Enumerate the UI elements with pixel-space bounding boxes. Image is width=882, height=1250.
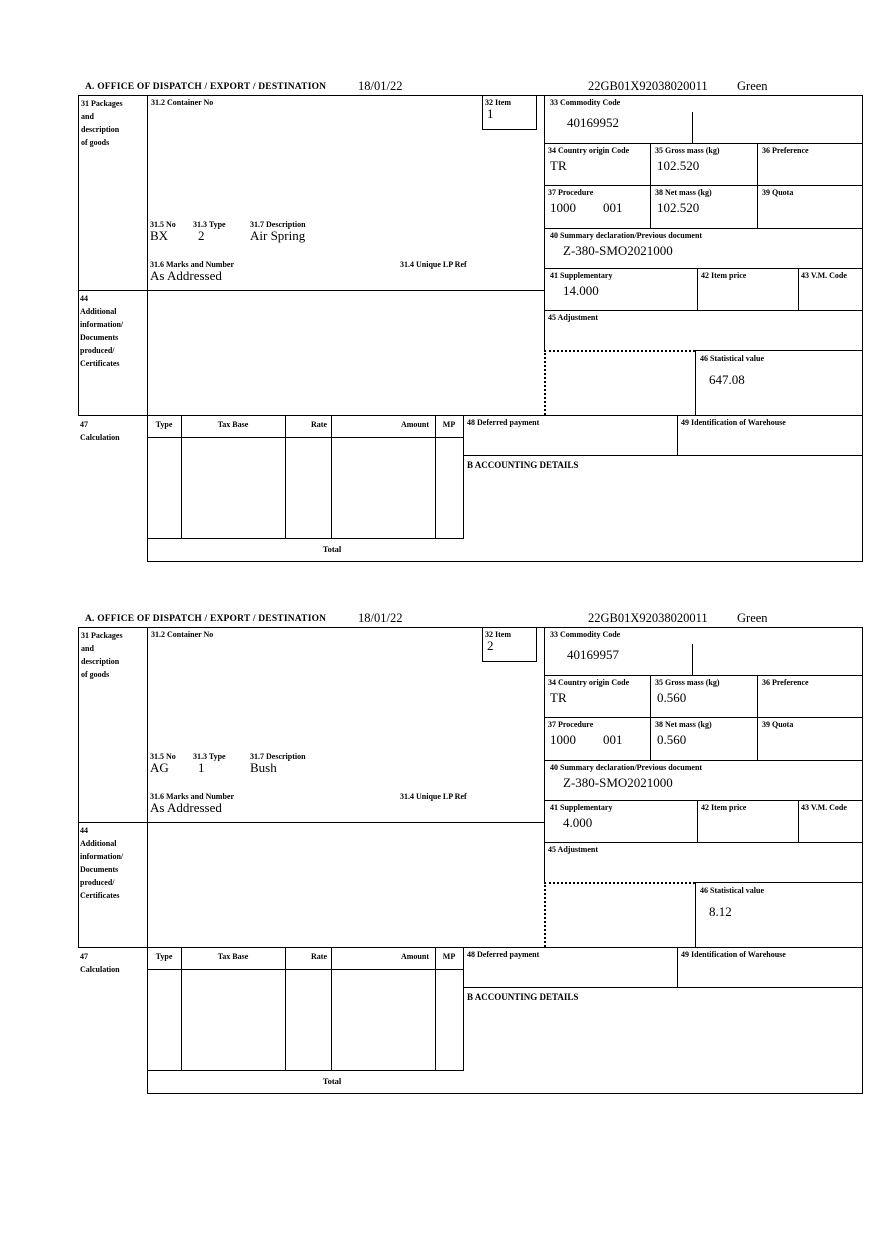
calc-table-bottom-line (147, 538, 464, 539)
summary-declaration-value: Z-380-SMO2021000 (563, 775, 673, 790)
box46-label: 46 Statistical value (700, 886, 764, 895)
calc-col-rate-header: Rate (311, 420, 327, 429)
box46-left-line (695, 350, 696, 415)
box45-dotted-bottom-line (544, 350, 695, 352)
section-bottom-line (147, 1093, 863, 1094)
box40-bottom-line (544, 268, 862, 269)
package-code-value: BX (150, 228, 169, 243)
net-mass-value: 0.560 (657, 732, 687, 747)
box31-box44-divider-line (78, 290, 544, 291)
box45-label: 45 Adjustment (548, 313, 599, 322)
package-type-value: 1 (198, 760, 205, 775)
box49-label: 49 Identification of Warehouse (681, 950, 786, 959)
box44-label: 44 Additional information/ Documents produced/ Certificates (80, 294, 124, 368)
box37-label: 37 Procedure (548, 720, 594, 729)
box34-row-bottom-line (544, 185, 862, 186)
gross-mass-value: 0.560 (657, 690, 687, 705)
calc-col-taxbase-header: Tax Base (217, 420, 249, 429)
center-divider-dotted-line (544, 350, 546, 415)
box42-label: 42 Item price (701, 271, 747, 280)
middle-border-line (78, 415, 863, 416)
statistical-value: 8.12 (709, 904, 732, 919)
box31-7-label: 31.7 Description (250, 220, 306, 229)
country-origin-value: TR (550, 690, 567, 705)
left-border-line (78, 95, 79, 415)
commodity-code-divider-line (692, 644, 693, 675)
box31-3-label: 31.3 Type (193, 220, 226, 229)
calc-col-amount-header: Amount (400, 952, 429, 961)
goods-description-value: Air Spring (250, 228, 306, 243)
box42-43-divider-line (798, 800, 799, 842)
box31-5-label: 31.5 No (150, 220, 176, 229)
calc-col3-line (331, 947, 332, 1070)
box47-label: 47 Calculation (80, 952, 120, 974)
box34-label: 34 Country origin Code (548, 146, 630, 155)
commodity-code-value: 40169952 (567, 115, 619, 130)
box40-label: 40 Summary declaration/Previous document (550, 231, 703, 240)
declaration-item-section (78, 610, 864, 1096)
box31-label: 31 Packages and description of goods (81, 99, 123, 147)
top-border-line (78, 95, 863, 96)
total-label: Total (322, 544, 342, 554)
box44-label: 44 Additional information/ Documents produced/ Certificates (80, 826, 124, 900)
declaration-reference: 22GB01X92038020011 (588, 611, 708, 625)
box34-row-bottom-line (544, 717, 862, 718)
box31-3-label: 31.3 Type (193, 752, 226, 761)
box48-bottom-line (463, 987, 862, 988)
calc-col-type-header: Type (155, 952, 173, 961)
declaration-date: 18/01/22 (358, 79, 403, 93)
box40-label: 40 Summary declaration/Previous document (550, 763, 703, 772)
box48-49-divider-line (677, 415, 678, 455)
calc-col4-line (435, 947, 436, 1070)
box45-dotted-bottom-line (544, 882, 695, 884)
calc-right-line (463, 947, 464, 1070)
box37-row-bottom-line (544, 760, 862, 761)
package-code-value: AG (150, 760, 169, 775)
box33-bottom-line (544, 143, 862, 144)
office-of-dispatch-label: A. OFFICE OF DISPATCH / EXPORT / DESTINATION (85, 614, 327, 624)
box48-label: 48 Deferred payment (467, 950, 540, 959)
center-divider-dotted-line (544, 882, 546, 947)
box49-label: 49 Identification of Warehouse (681, 418, 786, 427)
procedure-value-a: 1000 (550, 732, 576, 747)
calc-col-taxbase-header: Tax Base (217, 952, 249, 961)
box31-label: 31 Packages and description of goods (81, 631, 123, 679)
box46-left-line (695, 882, 696, 947)
box31-4-label: 31.4 Unique LP Ref (400, 792, 467, 801)
status-indicator: Green (737, 79, 768, 93)
status-indicator: Green (737, 611, 768, 625)
supplementary-value: 14.000 (563, 283, 599, 298)
box39-label: 39 Quota (762, 188, 794, 197)
box43-label: 43 V.M. Code (801, 271, 847, 280)
box40-bottom-line (544, 800, 862, 801)
box42-label: 42 Item price (701, 803, 747, 812)
commodity-code-value: 40169957 (567, 647, 619, 662)
calc-right-line (463, 415, 464, 538)
package-type-value: 2 (198, 228, 205, 243)
calc-col2-line (285, 415, 286, 538)
box41-row-bottom-line (544, 842, 862, 843)
marks-value: As Addressed (150, 268, 222, 283)
calc-col1-line (181, 415, 182, 538)
procedure-value-b: 001 (603, 200, 623, 215)
procedure-value-b: 001 (603, 732, 623, 747)
procedure-value-a: 1000 (550, 200, 576, 215)
box41-label: 41 Supplementary (550, 271, 613, 280)
item-number-value: 2 (487, 638, 494, 653)
item-number-value: 1 (487, 106, 494, 121)
calc-table-bottom-line (147, 1070, 464, 1071)
box31-2-label: 31.2 Container No (151, 98, 214, 107)
top-border-line (78, 627, 863, 628)
gross-mass-value: 102.520 (657, 158, 700, 173)
calc-col-amount-header: Amount (400, 420, 429, 429)
net-mass-value: 102.520 (657, 200, 700, 215)
declaration-item-section (78, 78, 864, 564)
calc-col-mp-header: MP (442, 952, 456, 961)
accounting-details-label: B ACCOUNTING DETAILS (467, 460, 579, 470)
calc-col-rate-header: Rate (311, 952, 327, 961)
box41-label: 41 Supplementary (550, 803, 613, 812)
box32-label: 32 Item (485, 98, 511, 107)
box37-row-bottom-line (544, 228, 862, 229)
box46-top-line (695, 882, 862, 883)
goods-description-value: Bush (250, 760, 277, 775)
box46-top-line (695, 350, 862, 351)
box33-label: 33 Commodity Code (550, 630, 621, 639)
box41-42-divider-line (697, 268, 698, 310)
box41-42-divider-line (697, 800, 698, 842)
box46-label: 46 Statistical value (700, 354, 764, 363)
box37-label: 37 Procedure (548, 188, 594, 197)
box31-7-label: 31.7 Description (250, 752, 306, 761)
marks-value: As Addressed (150, 800, 222, 815)
middle-border-line (78, 947, 863, 948)
calc-col3-line (331, 415, 332, 538)
box32-label: 32 Item (485, 630, 511, 639)
calc-header-bottom-line (147, 969, 464, 970)
box48-bottom-line (463, 455, 862, 456)
total-label: Total (322, 1076, 342, 1086)
box33-label: 33 Commodity Code (550, 98, 621, 107)
box43-label: 43 V.M. Code (801, 803, 847, 812)
accounting-details-label: B ACCOUNTING DETAILS (467, 992, 579, 1002)
box31-4-label: 31.4 Unique LP Ref (400, 260, 467, 269)
calc-col1-line (181, 947, 182, 1070)
box48-label: 48 Deferred payment (467, 418, 540, 427)
commodity-code-divider-line (692, 112, 693, 143)
calc-col4-line (435, 415, 436, 538)
statistical-value: 647.08 (709, 372, 745, 387)
country-origin-value: TR (550, 158, 567, 173)
declaration-reference: 22GB01X92038020011 (588, 79, 708, 93)
label-column-line (147, 627, 148, 1093)
calc-header-bottom-line (147, 437, 464, 438)
box31-6-label: 31.6 Marks and Number (150, 792, 235, 801)
summary-declaration-value: Z-380-SMO2021000 (563, 243, 673, 258)
box36-label: 36 Preference (762, 146, 809, 155)
box41-row-bottom-line (544, 310, 862, 311)
center-divider-line (544, 95, 545, 350)
calc-col2-line (285, 947, 286, 1070)
box31-2-label: 31.2 Container No (151, 630, 214, 639)
box36-label: 36 Preference (762, 678, 809, 687)
box38-label: 38 Net mass (kg) (655, 720, 712, 729)
declaration-date: 18/01/22 (358, 611, 403, 625)
box42-43-divider-line (798, 268, 799, 310)
office-of-dispatch-label: A. OFFICE OF DISPATCH / EXPORT / DESTINATION (85, 82, 327, 92)
left-border-line (78, 627, 79, 947)
box31-box44-divider-line (78, 822, 544, 823)
box45-label: 45 Adjustment (548, 845, 599, 854)
box39-label: 39 Quota (762, 720, 794, 729)
section-bottom-line (147, 561, 863, 562)
box31-5-label: 31.5 No (150, 752, 176, 761)
box35-label: 35 Gross mass (kg) (655, 678, 720, 687)
box35-label: 35 Gross mass (kg) (655, 146, 720, 155)
calc-col-type-header: Type (155, 420, 173, 429)
box48-49-divider-line (677, 947, 678, 987)
box34-label: 34 Country origin Code (548, 678, 630, 687)
box38-label: 38 Net mass (kg) (655, 188, 712, 197)
label-column-line (147, 95, 148, 561)
right-border-line (862, 95, 863, 561)
box33-bottom-line (544, 675, 862, 676)
right-border-line (862, 627, 863, 1093)
box47-label: 47 Calculation (80, 420, 120, 442)
calc-col-mp-header: MP (442, 420, 456, 429)
box31-6-label: 31.6 Marks and Number (150, 260, 235, 269)
center-divider-line (544, 627, 545, 882)
supplementary-value: 4.000 (563, 815, 593, 830)
